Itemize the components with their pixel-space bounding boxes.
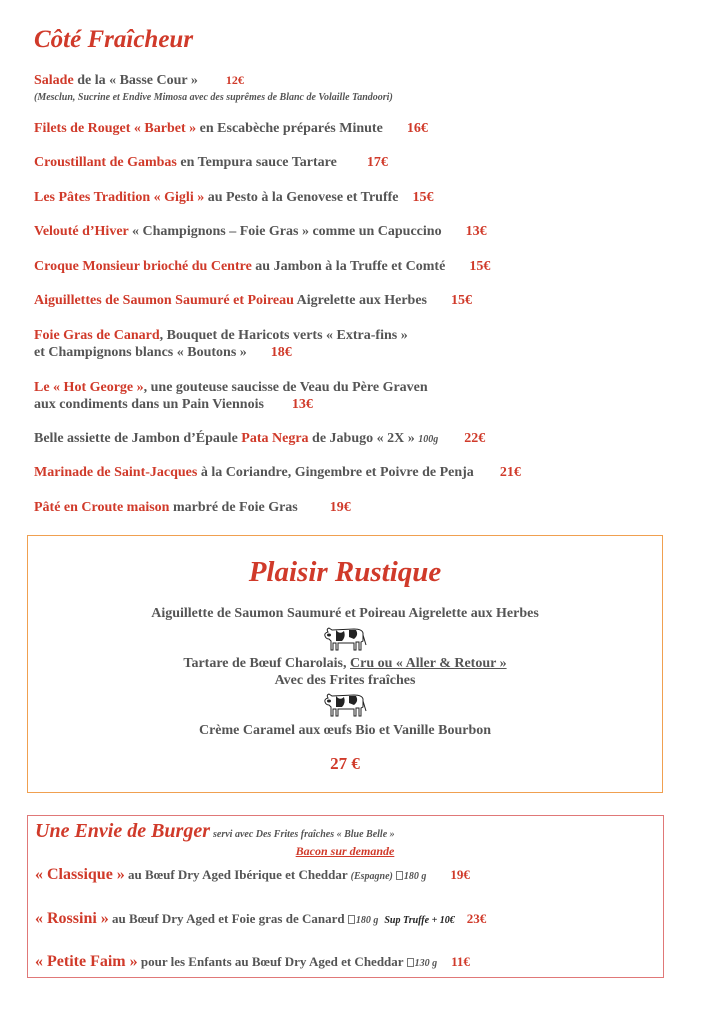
item-desc: à la Coriandre, Gingembre et Poivre de Penja [197, 465, 474, 480]
burger-name: « Rossini » [35, 910, 109, 927]
burger-item-classique [35, 866, 470, 884]
burger-price: 11€ [451, 954, 470, 969]
menu-item-marinade [34, 464, 521, 481]
item-desc-line2: et Champignons blancs « Boutons » [34, 345, 247, 360]
checkbox-glyph-icon [396, 871, 403, 880]
menu-item [34, 120, 428, 137]
burger-weight: 180 g [355, 915, 379, 926]
item-name: Pâté en Croute maison [34, 500, 170, 515]
rustique-line-1: Aiguillette de Saumon Saumuré et Poireau Aigrelette aux Herbes [151, 606, 539, 621]
item-name: Marinade de Saint-Jacques [34, 465, 198, 480]
item-price: 22€ [464, 431, 486, 446]
rustique-title: Plaisir Rustique [248, 556, 442, 588]
item-price: 15€ [451, 293, 473, 308]
burger-title [35, 820, 395, 843]
item-price: 15€ [412, 190, 434, 205]
item-name: Pata Negra [241, 431, 309, 446]
item-desc: au Pesto à la Genovese et Truffe [204, 190, 399, 205]
cow-icon [322, 623, 368, 653]
item-price: 12€ [225, 73, 244, 87]
checkbox-glyph-icon [407, 958, 414, 967]
burger-name: « Classique » [35, 866, 125, 883]
checkbox-glyph-icon [348, 915, 355, 924]
rustique-box [27, 535, 663, 793]
burger-name: « Petite Faim » [35, 953, 138, 970]
item-price: 21€ [499, 465, 521, 480]
item-desc: Belle assiette de Jambon d’Épaule [34, 431, 242, 446]
rustique-line-2a: Tartare de Bœuf Charolais, [183, 656, 350, 671]
item-name: Aiguillettes de Saumon Saumuré et Poireau [34, 293, 294, 308]
burger-desc: pour les Enfants au Bœuf Dry Aged et Cheddar [137, 954, 407, 969]
burger-origin: (Espagne) [350, 871, 393, 882]
menu-item-foie-gras [34, 327, 408, 361]
rustique-price: 27 € [330, 754, 360, 773]
menu-item [34, 292, 472, 309]
item-weight: 100g [418, 434, 439, 445]
page-title: Côté Fraîcheur [34, 26, 194, 53]
bacon-note: Bacon sur demande [295, 844, 395, 858]
menu-item-note: (Mesclun, Sucrine et Endive Mimosa avec des suprêmes de Blanc de Volaille Tandoori) [34, 92, 393, 103]
item-desc-2: de Jabugo « 2X » [308, 431, 419, 446]
burger-price: 23€ [466, 911, 487, 926]
item-desc: en Tempura sauce Tartare [176, 155, 337, 170]
menu-item [34, 154, 388, 171]
item-name: Filets de Rouget « Barbet » [34, 121, 197, 136]
item-name: Les Pâtes Tradition « Gigli » [34, 190, 205, 205]
item-desc: , une gouteuse saucisse de Veau du Père Graven [143, 380, 428, 395]
item-name: Croustillant de Gambas [34, 155, 177, 170]
item-name: Foie Gras de Canard [34, 328, 160, 343]
item-name: Velouté d’Hiver [34, 224, 129, 239]
burger-weight: 130 g [414, 958, 438, 969]
item-desc: en Escabèche préparés Minute [196, 121, 383, 136]
burger-extra: Sup Truffe + 10€ [384, 915, 455, 926]
burger-weight: 180 g [403, 871, 427, 882]
item-price: 19€ [329, 500, 351, 515]
item-price: 13€ [291, 397, 313, 412]
menu-item-salade [34, 72, 244, 89]
item-desc: Aigrelette aux Herbes [293, 293, 428, 308]
menu-item-hot-george [34, 379, 428, 413]
item-name: Le « Hot George » [34, 380, 144, 395]
item-price: 13€ [465, 224, 487, 239]
burger-title-text: Une Envie de Burger [35, 820, 210, 842]
burger-desc: au Bœuf Dry Aged et Foie gras de Canard [108, 911, 348, 926]
burger-desc: au Bœuf Dry Aged Ibérique et Cheddar [124, 867, 351, 882]
item-desc: au Jambon à la Truffe et Comté [251, 259, 446, 274]
item-price: 15€ [469, 259, 491, 274]
burger-item-rossini [35, 910, 486, 928]
rustique-line-2 [28, 655, 662, 672]
menu-item [34, 223, 487, 240]
item-price: 18€ [270, 345, 292, 360]
cow-icon [322, 689, 368, 719]
item-desc: marbré de Foie Gras [169, 500, 298, 515]
menu-item [34, 258, 490, 275]
burger-subtitle: servi avec Des Frites fraîches « Blue Belle » [213, 829, 395, 840]
item-price: 17€ [366, 155, 388, 170]
rustique-line-4: Crème Caramel aux œufs Bio et Vanille Bourbon [198, 723, 492, 738]
item-name: Croque Monsieur brioché du Centre [34, 259, 252, 274]
item-desc-line2: aux condiments dans un Pain Viennois [34, 397, 264, 412]
menu-item-jambon [34, 430, 485, 448]
menu-item-pate [34, 499, 351, 516]
item-price: 16€ [406, 121, 428, 136]
item-name: Salade [34, 73, 74, 88]
item-desc: , Bouquet de Haricots verts « Extra-fins » [159, 328, 408, 343]
item-desc: de la « Basse Cour » [73, 73, 198, 88]
burger-item-petite-faim [35, 953, 470, 971]
rustique-line-2b: Cru ou « Aller & Retour » [350, 656, 507, 671]
burger-box [27, 815, 664, 978]
menu-item [34, 189, 434, 206]
item-desc: « Champignons – Foie Gras » comme un Capuccino [128, 224, 442, 239]
rustique-line-3: Avec des Frites fraîches [274, 673, 416, 688]
burger-price: 19€ [450, 867, 470, 882]
